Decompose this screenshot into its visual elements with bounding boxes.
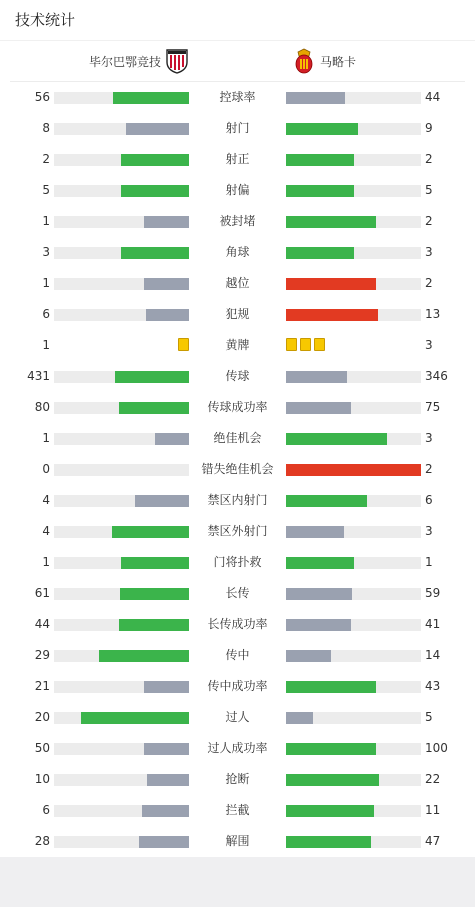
stat-label: 过人 [225, 710, 250, 724]
away-bar-track [286, 92, 421, 104]
home-bar-track [54, 650, 189, 662]
home-stat-value: 20 [34, 710, 50, 724]
home-stat-value: 1 [42, 276, 50, 290]
away-bar-fill [286, 154, 354, 166]
stat-label: 拦截 [225, 803, 250, 817]
away-stat-value: 1 [425, 555, 433, 569]
stat-row [0, 268, 475, 299]
home-bar-track [54, 743, 189, 755]
stat-row [0, 702, 475, 733]
away-stat-value: 100 [425, 741, 448, 755]
stat-label: 绝佳机会 [213, 431, 262, 445]
stat-row [0, 640, 475, 671]
home-stat-value: 6 [42, 307, 50, 321]
home-bar-track [54, 247, 189, 259]
home-stat-value: 10 [34, 772, 50, 786]
away-team[interactable] [292, 41, 360, 81]
home-bar-fill [155, 433, 189, 445]
home-stat-value: 61 [34, 586, 50, 600]
away-stat-value: 47 [425, 834, 441, 848]
home-bar-track [54, 402, 189, 414]
away-bar-fill [286, 185, 354, 197]
home-bar-fill [115, 371, 189, 383]
home-team-name: 毕尔巴鄂竞技 [88, 54, 161, 69]
stat-label: 越位 [225, 276, 250, 290]
home-bar-fill [144, 278, 189, 290]
home-bar-fill [139, 836, 189, 848]
away-bar-fill [286, 743, 376, 755]
away-bar-track [286, 774, 421, 786]
away-bar-track [286, 154, 421, 166]
away-stat-value: 5 [425, 710, 433, 724]
stat-row [0, 206, 475, 237]
home-bar-fill [81, 712, 189, 724]
away-stat-value: 2 [425, 214, 433, 228]
home-stat-value: 29 [34, 648, 50, 662]
away-bar-track [286, 371, 421, 383]
stat-row [0, 733, 475, 764]
stat-label: 控球率 [219, 90, 256, 104]
home-bar-fill [121, 247, 189, 259]
stat-label: 黄牌 [225, 338, 250, 352]
away-bar-fill [286, 588, 352, 600]
away-bar-track [286, 650, 421, 662]
yellow-card-icon [286, 338, 297, 351]
home-stat-value: 44 [34, 617, 50, 631]
away-bar-track [286, 588, 421, 600]
away-bar-fill [286, 619, 351, 631]
away-bar-track [286, 619, 421, 631]
home-bar-fill [142, 805, 189, 817]
stat-label: 长传 [225, 586, 250, 600]
home-bar-fill [144, 743, 189, 755]
away-stat-value: 22 [425, 772, 441, 786]
away-stat-value: 59 [425, 586, 441, 600]
stat-label: 错失绝佳机会 [201, 462, 274, 476]
stat-row [0, 423, 475, 454]
home-stat-value: 8 [42, 121, 50, 135]
home-bar-fill [144, 681, 189, 693]
away-bar-track [286, 402, 421, 414]
away-bar-track [286, 712, 421, 724]
away-bar-fill [286, 278, 376, 290]
stat-label: 门将扑救 [213, 555, 262, 569]
home-stat-value: 1 [42, 555, 50, 569]
away-team-name: 马略卡 [320, 54, 357, 69]
stat-label: 射偏 [225, 183, 250, 197]
away-bar-fill [286, 92, 345, 104]
stat-row [0, 826, 475, 857]
stat-row [0, 82, 475, 113]
away-stat-value: 2 [425, 276, 433, 290]
home-bar-fill [99, 650, 189, 662]
away-bar-fill [286, 216, 376, 228]
home-stat-value: 80 [34, 400, 50, 414]
home-bar-fill [120, 588, 189, 600]
away-bar-track [286, 278, 421, 290]
home-bar-fill [126, 123, 189, 135]
stat-row [0, 237, 475, 268]
home-bar-track [54, 278, 189, 290]
away-bar-fill [286, 464, 421, 476]
home-bar-track [54, 805, 189, 817]
home-bar-track [54, 216, 189, 228]
home-bar-track [54, 681, 189, 693]
away-bar-track [286, 681, 421, 693]
stat-label: 角球 [225, 245, 250, 259]
stat-row [0, 330, 475, 361]
stat-row [0, 454, 475, 485]
home-bar-track [54, 712, 189, 724]
stat-label: 长传成功率 [207, 617, 268, 631]
away-stat-value: 3 [425, 338, 433, 352]
home-bar-track [54, 309, 189, 321]
away-bar-fill [286, 805, 374, 817]
home-bar-track [54, 154, 189, 166]
home-bar-track [54, 371, 189, 383]
away-bar-fill [286, 123, 358, 135]
away-stat-value: 346 [425, 369, 448, 383]
away-stat-value: 2 [425, 462, 433, 476]
away-bar-fill [286, 774, 379, 786]
home-bar-track [54, 433, 189, 445]
home-bar-fill [135, 495, 189, 507]
away-bar-track [286, 743, 421, 755]
away-bar-fill [286, 712, 313, 724]
away-stat-value: 41 [425, 617, 441, 631]
stat-row [0, 485, 475, 516]
stat-row [0, 175, 475, 206]
stat-label: 解围 [225, 834, 250, 848]
home-team[interactable] [85, 41, 189, 81]
away-stat-value: 6 [425, 493, 433, 507]
away-bar-track [286, 216, 421, 228]
away-stat-value: 14 [425, 648, 441, 662]
yellow-card-icon [178, 338, 189, 351]
mallorca-crest-icon [292, 48, 316, 74]
home-bar-track [54, 495, 189, 507]
home-stat-value: 4 [42, 493, 50, 507]
stat-row [0, 113, 475, 144]
away-bar-fill [286, 681, 376, 693]
away-bar-fill [286, 495, 367, 507]
yellow-card-icon [314, 338, 325, 351]
away-bar-fill [286, 836, 371, 848]
home-bar-fill [147, 774, 189, 786]
home-bar-track [54, 774, 189, 786]
stat-row [0, 144, 475, 175]
away-stat-value: 3 [425, 245, 433, 259]
home-bar-fill [144, 216, 189, 228]
home-stat-value: 1 [42, 431, 50, 445]
stat-label: 射门 [225, 121, 250, 135]
home-bar-track [54, 526, 189, 538]
away-bar-track [286, 309, 421, 321]
away-bar-track [286, 495, 421, 507]
away-stat-value: 13 [425, 307, 441, 321]
team-header [10, 41, 465, 82]
home-bar-fill [119, 619, 189, 631]
home-stat-value: 431 [27, 369, 50, 383]
away-bar-fill [286, 526, 344, 538]
home-bar-fill [112, 526, 189, 538]
stat-label: 过人成功率 [207, 741, 268, 755]
stat-row [0, 299, 475, 330]
home-stat-value: 2 [42, 152, 50, 166]
home-bar-track [54, 588, 189, 600]
stat-label: 射正 [225, 152, 250, 166]
away-bar-fill [286, 402, 351, 414]
home-stat-value: 21 [34, 679, 50, 693]
stat-label: 传球成功率 [207, 400, 268, 414]
away-bar-track [286, 526, 421, 538]
stat-row [0, 609, 475, 640]
away-stat-value: 2 [425, 152, 433, 166]
home-stat-value: 1 [42, 214, 50, 228]
away-bar-track [286, 557, 421, 569]
home-stat-value: 56 [34, 90, 50, 104]
home-stat-value: 6 [42, 803, 50, 817]
away-bar-track [286, 247, 421, 259]
home-bar-track [54, 464, 189, 476]
stat-row [0, 578, 475, 609]
home-bar-track [54, 92, 189, 104]
away-bar-fill [286, 557, 354, 569]
athletic-bilbao-crest-icon [165, 48, 189, 74]
home-bar-fill [146, 309, 189, 321]
home-stat-value: 28 [34, 834, 50, 848]
home-stat-value: 5 [42, 183, 50, 197]
away-stat-value: 43 [425, 679, 441, 693]
stats-list [0, 82, 475, 857]
stat-row [0, 392, 475, 423]
home-stat-value: 50 [34, 741, 50, 755]
stat-row [0, 516, 475, 547]
home-bar-fill [113, 92, 189, 104]
home-bar-fill [121, 557, 189, 569]
away-bar-track [286, 185, 421, 197]
away-bar-track [286, 805, 421, 817]
home-bar-fill [119, 402, 189, 414]
home-bar-track [54, 557, 189, 569]
away-bar-fill [286, 371, 347, 383]
stat-row [0, 361, 475, 392]
stat-label: 犯规 [225, 307, 250, 321]
home-bar-track [54, 619, 189, 631]
away-bar-track [286, 123, 421, 135]
away-stat-value: 9 [425, 121, 433, 135]
yellow-card-icon [300, 338, 311, 351]
stat-label: 传中成功率 [207, 679, 268, 693]
home-yellow-cards [178, 338, 189, 351]
away-yellow-cards [286, 338, 325, 351]
home-bar-track [54, 185, 189, 197]
away-bar-fill [286, 650, 331, 662]
section-title: 技术统计 [0, 0, 475, 41]
away-bar-track [286, 464, 421, 476]
away-stat-value: 3 [425, 524, 433, 538]
stat-label: 传球 [225, 369, 250, 383]
away-bar-fill [286, 433, 387, 445]
stat-label: 禁区外射门 [207, 524, 268, 538]
home-bar-track [54, 123, 189, 135]
away-stat-value: 5 [425, 183, 433, 197]
stat-row [0, 547, 475, 578]
stat-row [0, 795, 475, 826]
away-bar-track [286, 433, 421, 445]
home-stat-value: 0 [42, 462, 50, 476]
home-stat-value: 4 [42, 524, 50, 538]
away-bar-track [286, 836, 421, 848]
stat-label: 被封堵 [219, 214, 256, 228]
away-bar-fill [286, 247, 354, 259]
home-bar-fill [121, 185, 189, 197]
stat-row [0, 671, 475, 702]
away-bar-fill [286, 309, 378, 321]
home-stat-value: 3 [42, 245, 50, 259]
home-bar-track [54, 836, 189, 848]
away-stat-value: 44 [425, 90, 441, 104]
stat-label: 禁区内射门 [207, 493, 268, 507]
away-stat-value: 3 [425, 431, 433, 445]
stat-label: 传中 [225, 648, 250, 662]
home-stat-value: 1 [42, 338, 50, 352]
away-stat-value: 75 [425, 400, 441, 414]
stat-row [0, 764, 475, 795]
home-bar-fill [121, 154, 189, 166]
stat-label: 抢断 [225, 772, 250, 786]
away-stat-value: 11 [425, 803, 441, 817]
